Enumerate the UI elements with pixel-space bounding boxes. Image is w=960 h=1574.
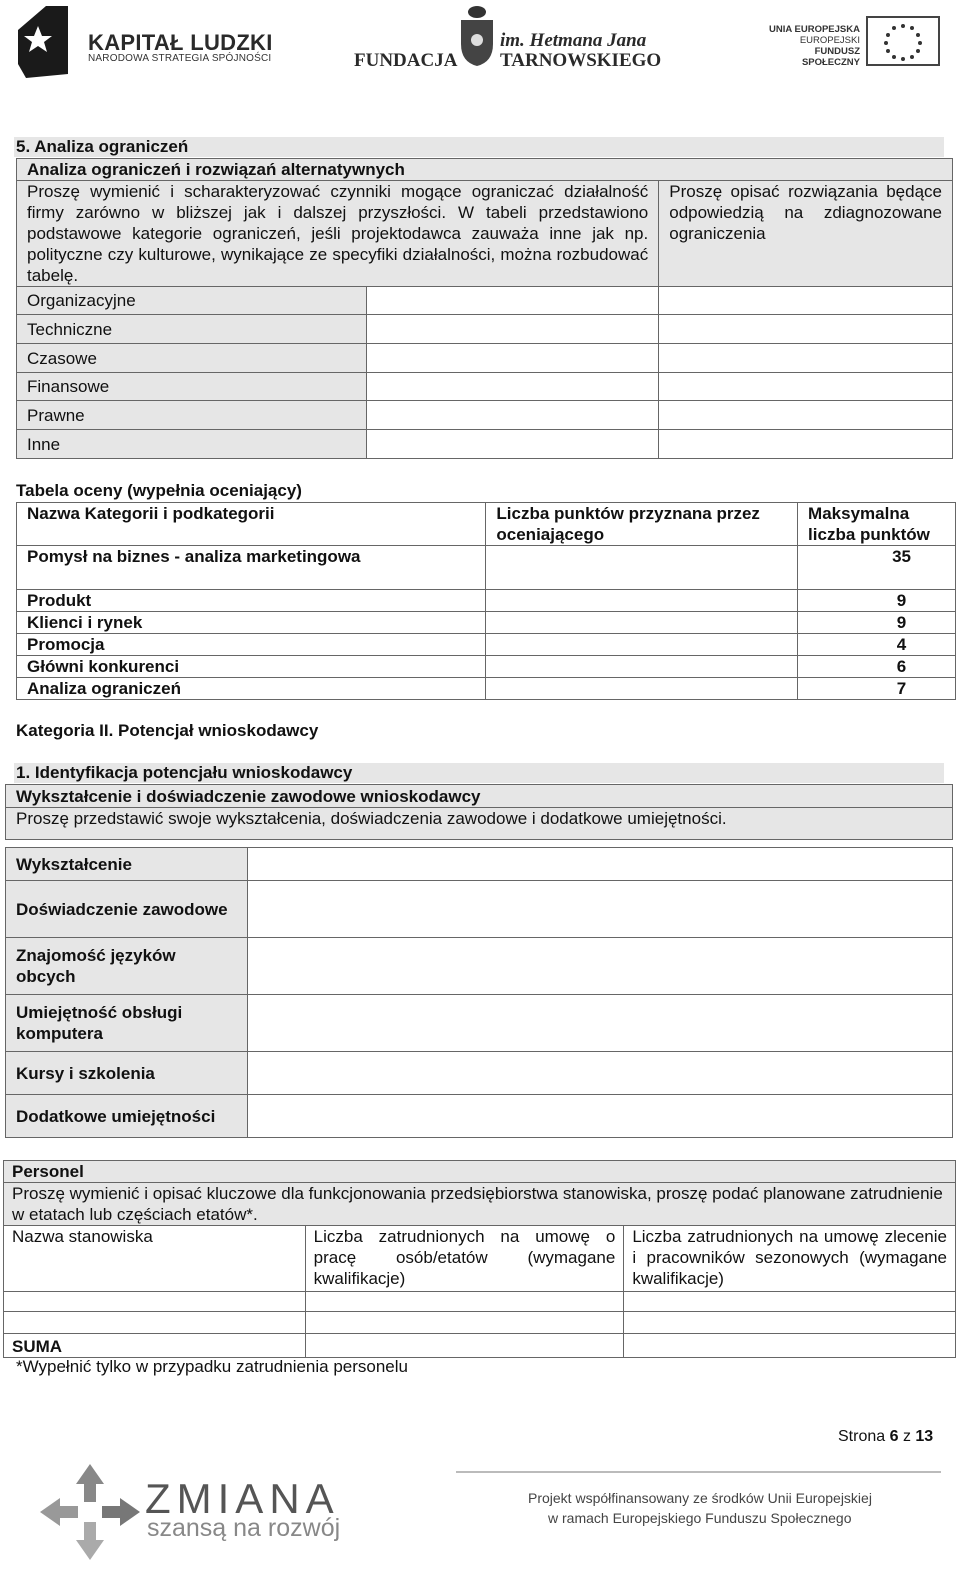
constraint-description-cell[interactable] [366,315,659,344]
zmiana-logo-text: ZMIANA [145,1475,340,1522]
fundacja-label: FUNDACJA [354,50,458,71]
personnel-header-position: Nazwa stanowiska [4,1226,306,1292]
qualification-input-cell[interactable] [247,1052,952,1095]
personnel-sum-label: SUMA [4,1334,306,1358]
personnel-input-cell[interactable] [624,1312,956,1334]
qualifications-table [5,784,953,1138]
personnel-instruction: Proszę wymienić i opisać kluczowe dla funkcjonowania przedsiębiorstwa stanowiska, proszę podać planowane zatrudnienie w etatach lub częściach etatów*. [4,1183,956,1226]
kapital-ludzki-logo [16,2,72,80]
coat-of-arms-icon [456,4,498,68]
qualification-label: Znajomość języków obcych [6,938,248,995]
scoring-max-value: 6 [798,656,956,678]
scoring-max-value: 7 [798,678,956,700]
constraint-category: Finansowe [17,373,367,401]
qualifications-instruction: Proszę przedstawić swoje wykształcenia, doświadczenia zawodowe i dodatkowe umiejętności. [6,808,953,840]
page-number: Strona 6 z 13 [838,1428,934,1445]
personnel-sum-cell[interactable] [305,1334,624,1358]
qualification-input-cell[interactable] [247,881,952,938]
zmiana-logo-icon [38,1462,142,1562]
fundacja-name-bottom: TARNOWSKIEGO [500,50,662,71]
qualifications-subtitle: Wykształcenie i doświadczenie zawodowe wnioskodawcy [6,785,953,808]
project-funding-line1: Projekt współfinansowany ze środków Unii Europejskiej [528,1490,872,1506]
fundacja-name-top: im. Hetmana Jana [500,30,647,51]
ue-label: UNIA EUROPEJSKA EUROPEJSKI FUNDUSZ SPOŁECZNY [769,24,860,68]
constraints-table [16,158,953,459]
scoring-main-category: Pomysł na biznes - analiza marketingowa [17,546,486,590]
scoring-max-value: 35 [798,546,956,590]
scoring-awarded-cell[interactable] [486,678,798,700]
scoring-subcategory: Główni konkurenci [17,656,486,678]
qualification-label: Kursy i szkolenia [6,1052,248,1095]
category-2-title: Kategoria II. Potencjał wnioskodawcy [16,721,319,740]
personnel-title: Personel [4,1161,956,1183]
footer-divider [456,1471,941,1473]
scoring-max-value: 9 [798,612,956,634]
constraint-description-cell[interactable] [366,373,659,401]
constraint-category: Organizacyjne [17,287,367,315]
section-5-title: 5. Analiza ograniczeń [14,137,944,157]
qualification-label: Doświadczenie zawodowe [6,881,248,938]
constraint-category: Czasowe [17,344,367,373]
section-1-title: 1. Identyfikacja potencjału wnioskodawcy [14,763,944,783]
qualification-input-cell[interactable] [247,995,952,1052]
qualification-input-cell[interactable] [247,1095,952,1138]
personnel-input-cell[interactable] [305,1312,624,1334]
personnel-input-cell[interactable] [4,1312,306,1334]
constraint-description-cell[interactable] [366,287,659,315]
qualification-label: Umiejętność obsługi komputera [6,995,248,1052]
scoring-subcategory: Klienci i rynek [17,612,486,634]
solution-cell[interactable] [659,344,953,373]
constraints-instruction: Proszę wymienić i scharakteryzować czynniki mogące ograniczać działalność firmy zarówno w bliższej jak i dalszej przyszłości. W tabeli przedstawiono podstawowe kategorie ograniczeń, jeśli projektodawca zauważa inne jak np. polityczne czy kulturowe, wynikające ze specyfiki działalności, można rozbudować tabelę. [17,181,659,287]
personnel-input-cell[interactable] [305,1292,624,1312]
scoring-awarded-cell[interactable] [486,656,798,678]
constraint-category: Techniczne [17,315,367,344]
kapital-ludzki-subtitle: NARODOWA STRATEGIA SPÓJNOŚCI [88,53,272,64]
scoring-subcategory: Promocja [17,634,486,656]
kapital-ludzki-title: KAPITAŁ LUDZKI [88,30,273,55]
zmiana-logo-subtitle: szansą na rozwój [147,1514,341,1542]
solution-cell[interactable] [659,401,953,430]
personnel-input-cell[interactable] [624,1292,956,1312]
scoring-table-label: Tabela oceny (wypełnia oceniający) [16,481,302,500]
personnel-header-contract: Liczba zatrudnionych na umowę zlecenie i pracowników sezonowych (wymagane kwalifikacje) [624,1226,956,1292]
personnel-header-employment: Liczba zatrudnionych na umowę o pracę osób/etatów (wymagane kwalifikacje) [305,1226,624,1292]
personnel-input-cell[interactable] [4,1292,306,1312]
qualification-input-cell[interactable] [247,938,952,995]
project-funding-line2: w ramach Europejskiego Funduszu Społecznego [548,1510,852,1526]
scoring-awarded-cell[interactable] [486,634,798,656]
constraints-subtitle: Analiza ograniczeń i rozwiązań alternatywnych [17,159,953,181]
constraint-category: Inne [17,430,367,459]
scoring-awarded-cell[interactable] [486,546,798,590]
scoring-subcategory: Analiza ograniczeń [17,678,486,700]
scoring-max-value: 9 [798,590,956,612]
scoring-header-awarded: Liczba punktów przyznana przez oceniającego [486,503,798,546]
personnel-sum-cell[interactable] [624,1334,956,1358]
scoring-header-max: Maksymalna liczba punktów [798,503,956,546]
constraint-description-cell[interactable] [366,401,659,430]
scoring-header-category: Nazwa Kategorii i podkategorii [17,503,486,546]
scoring-subcategory: Produkt [17,590,486,612]
solution-cell[interactable] [659,373,953,401]
solution-cell[interactable] [659,430,953,459]
personnel-table [3,1160,956,1358]
constraint-description-cell[interactable] [366,430,659,459]
solution-cell[interactable] [659,287,953,315]
constraint-description-cell[interactable] [366,344,659,373]
scoring-awarded-cell[interactable] [486,612,798,634]
scoring-max-value: 4 [798,634,956,656]
qualification-input-cell[interactable] [247,848,952,881]
personnel-footnote: *Wypełnić tylko w przypadku zatrudnienia personelu [16,1357,408,1376]
scoring-awarded-cell[interactable] [486,590,798,612]
scoring-table [16,502,956,700]
solutions-instruction: Proszę opisać rozwiązania będące odpowiedzią na zdiagnozowane ograniczenia [659,181,953,287]
eu-flag-icon [866,16,940,66]
solution-cell[interactable] [659,315,953,344]
qualification-label: Dodatkowe umiejętności [6,1095,248,1138]
qualification-label: Wykształcenie [6,848,248,881]
constraint-category: Prawne [17,401,367,430]
